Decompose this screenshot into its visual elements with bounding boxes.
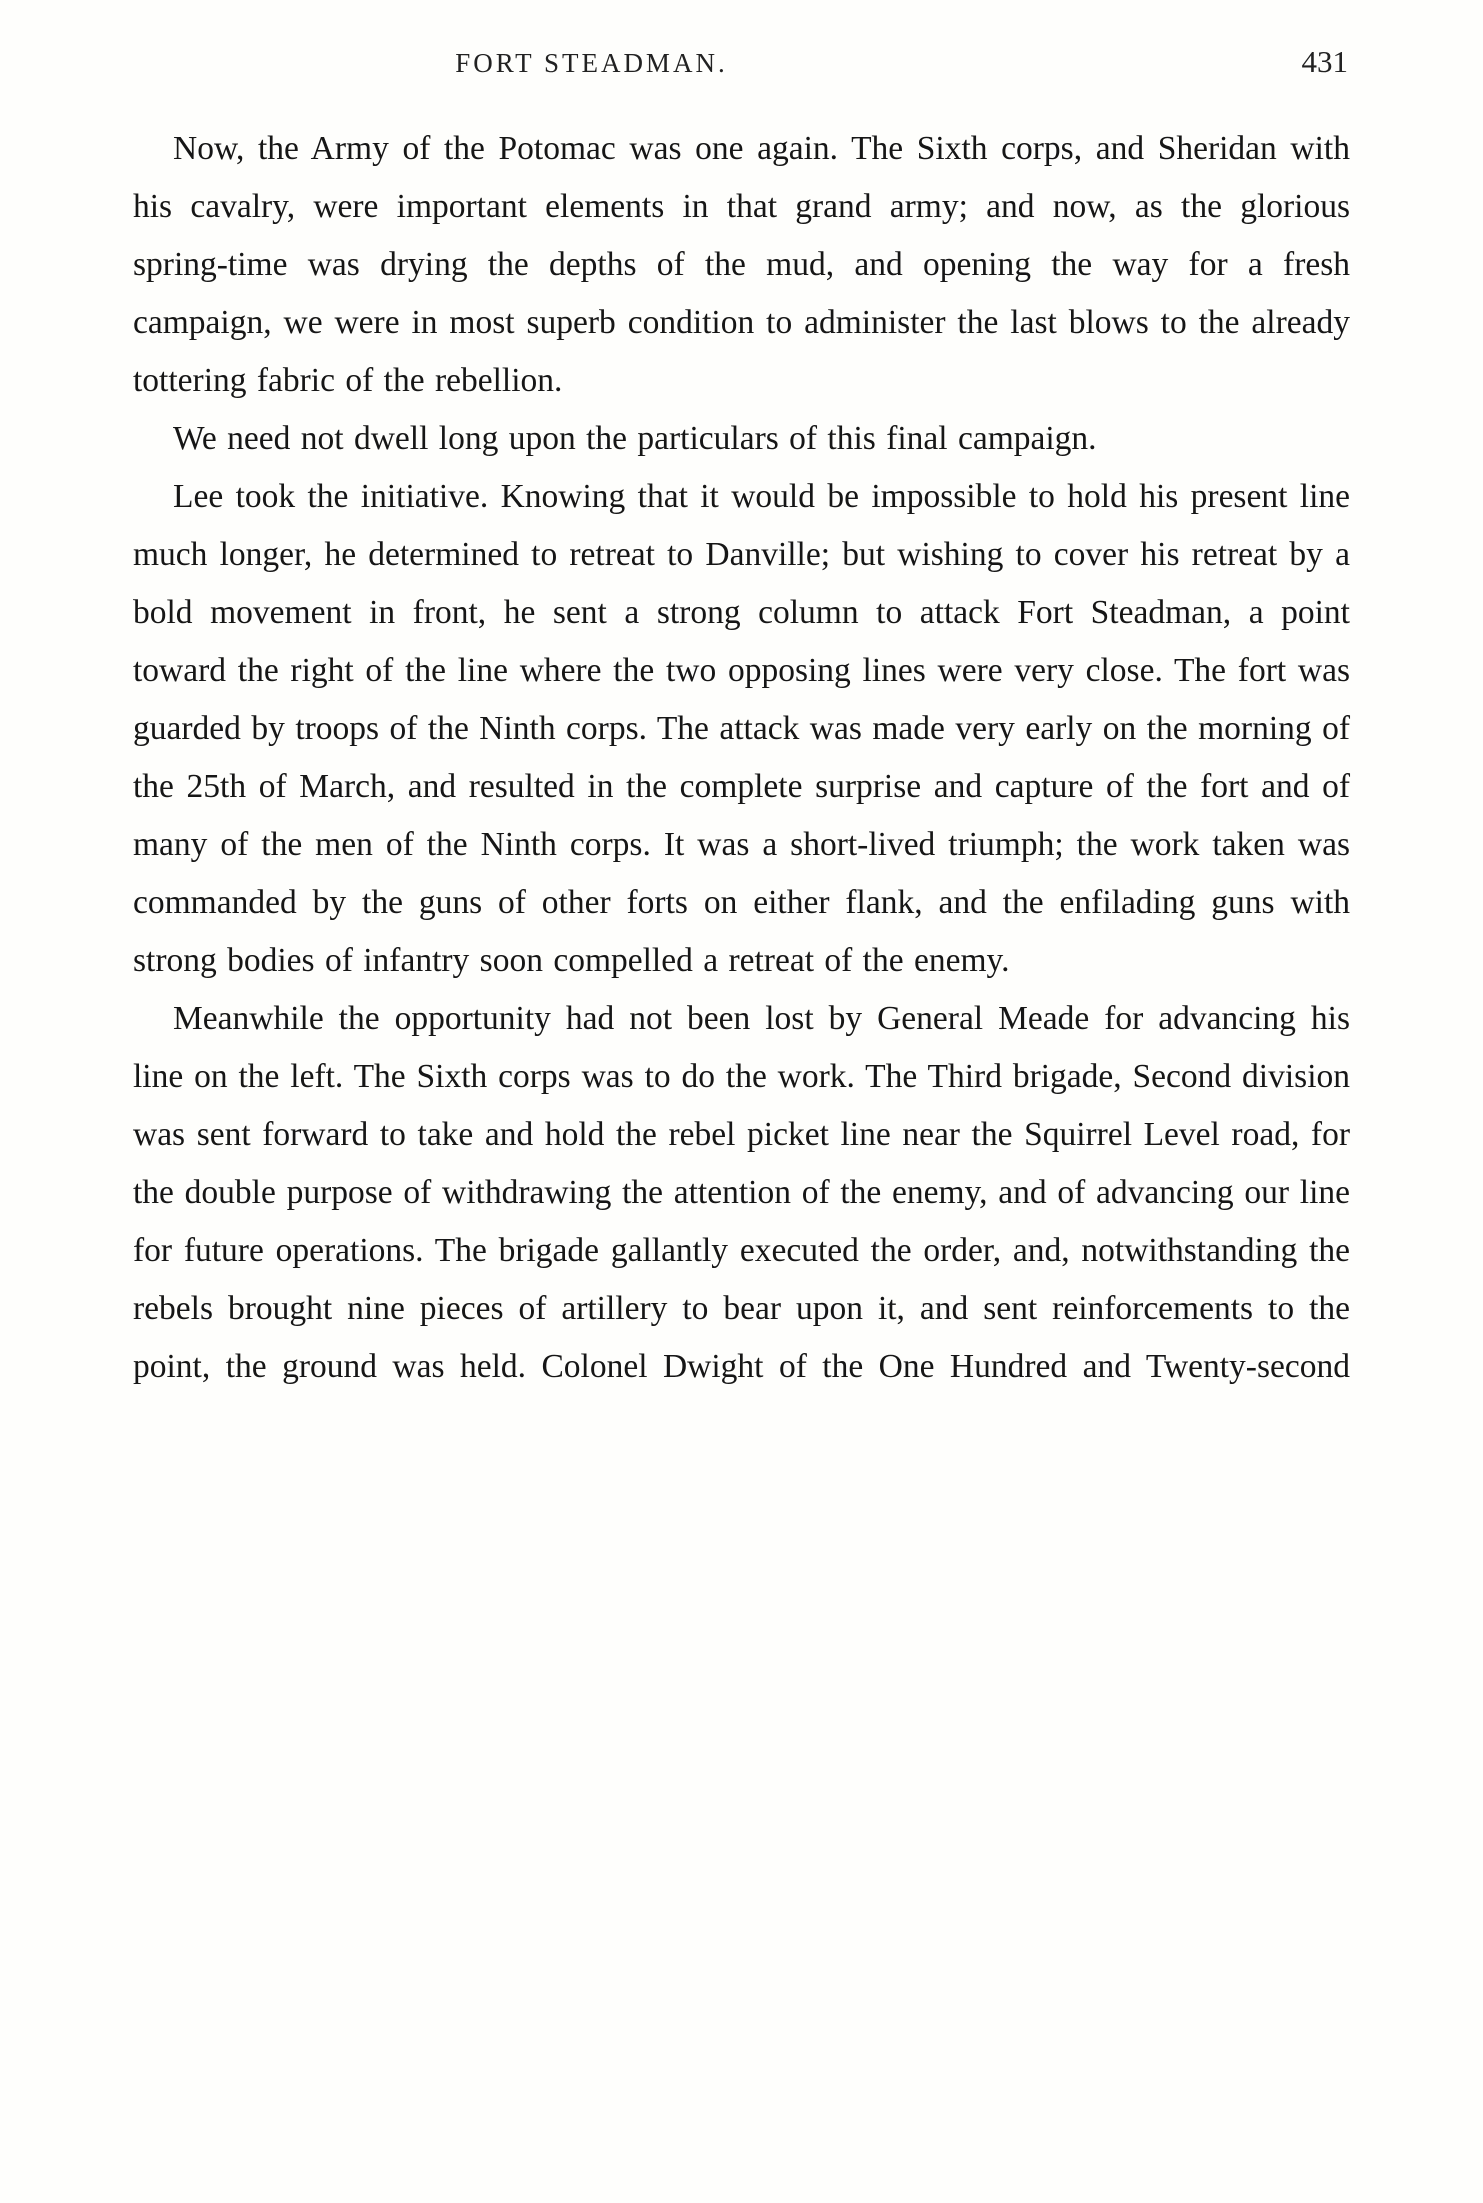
running-title: FORT STEADMAN.	[455, 48, 728, 78]
page-number: 431	[1301, 44, 1348, 79]
paragraph: We need not dwell long upon the particulars of this final campaign.	[173, 420, 1097, 457]
paragraph: Lee took the initiative. Knowing that it would be impossible to hold his present line much longer, he determined to retreat to Danville; but wishing to cover his retreat by a bold movement in front, he sent a strong column to attack Fort Steadman, a point toward the right of the line where the two opposing lines were very close. The fort was guarded by troops of the Ninth corps. The attack was made very early on the morning of the 25th of March, and resulted in the complete surprise and capture of the fort and of many of the men of the Ninth corps. It was a short-lived triumph; the work taken was commanded by the guns of other forts on either flank, and the enfilading guns with strong bodies of infantry soon compelled a retreat of the enemy.	[133, 478, 1350, 979]
page-body	[133, 120, 1350, 1396]
paragraph: Meanwhile the opportunity had not been lost by General Meade for advancing his line on the left. The Sixth corps was to do the work. The Third brigade, Second division was sent forward to take and hold the rebel picket line near the Squirrel Level road, for the double purpose of withdrawing the attention of the enemy, and of advancing our line for future operations. The brigade gallantly executed the order, and, notwithstanding the rebels brought nine pieces of artillery to bear upon it, and sent reinforcements to the point, the ground was held. Colonel Dwight of the One Hundred and Twenty-second	[133, 1000, 1350, 1385]
running-head	[133, 44, 1350, 94]
paragraph: Now, the Army of the Potomac was one again. The Sixth corps, and Sheridan with his cavalry, were important elements in that grand army; and now, as the glorious spring-time was drying the depths of the mud, and opening the way for a fresh campaign, we were in most superb condition to administer the last blows to the already tottering fabric of the rebellion.	[133, 130, 1350, 399]
